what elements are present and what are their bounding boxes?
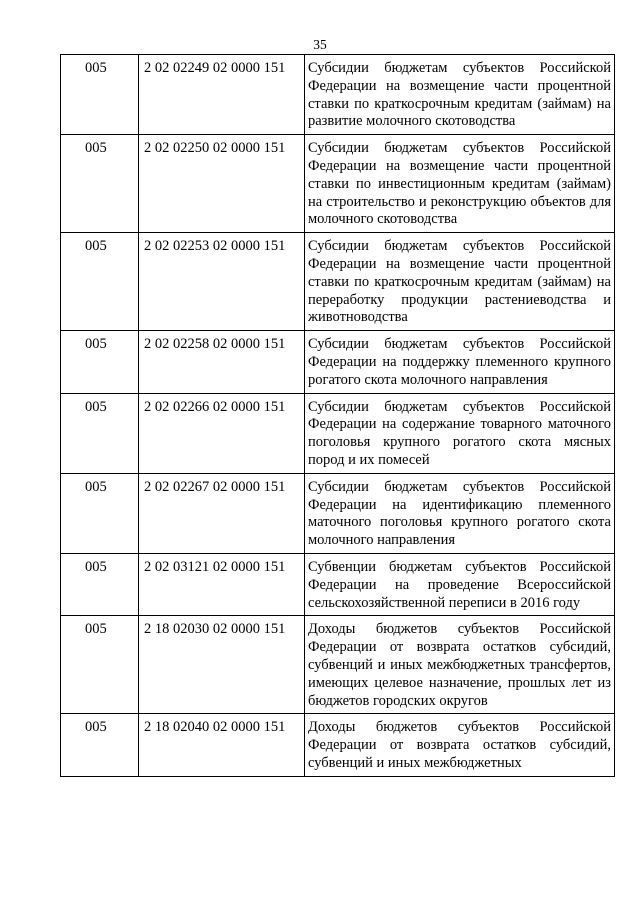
table-row [61, 393, 615, 473]
page-number: 35 [313, 37, 327, 52]
admin-code-cell: 005 [61, 331, 139, 393]
admin-code-cell: 005 [61, 135, 139, 233]
description-cell [305, 55, 615, 135]
admin-code-cell: 005 [61, 553, 139, 615]
description-cell [305, 714, 615, 776]
table-row [61, 331, 615, 393]
admin-code-cell: 005 [61, 233, 139, 331]
budget-code-cell: 2 02 02250 02 0000 151 [139, 135, 305, 233]
description-cell [305, 233, 615, 331]
admin-code-cell: 005 [61, 616, 139, 714]
budget-code-cell: 2 02 02267 02 0000 151 [139, 473, 305, 553]
budget-code-cell: 2 02 02266 02 0000 151 [139, 393, 305, 473]
description-text: Субсидии бюджетам субъектов Российской Федерации на возмещение части процентной ставки по краткосрочным кредитам (займам) на переработку продукции растениеводства и животноводства [308, 238, 611, 326]
description-text: Субсидии бюджетам субъектов Российской Федерации на поддержку племенного крупного рогатого скота молочного направления [308, 336, 611, 388]
table-row [61, 616, 615, 714]
table-body [61, 55, 615, 777]
description-cell [305, 473, 615, 553]
description-text: Доходы бюджетов субъектов Российской Федерации от возврата остатков субсидий, субвенций и иных межбюджетных [308, 719, 611, 771]
budget-code-cell: 2 02 02253 02 0000 151 [139, 233, 305, 331]
budget-codes-table [60, 54, 615, 777]
admin-code-cell: 005 [61, 393, 139, 473]
budget-code-cell: 2 02 02258 02 0000 151 [139, 331, 305, 393]
description-cell [305, 553, 615, 615]
table-row [61, 55, 615, 135]
description-text: Субвенции бюджетам субъектов Российской Федерации на проведение Всероссийской сельскохозяйственной переписи в 2016 году [308, 558, 611, 611]
description-cell [305, 331, 615, 393]
description-cell [305, 393, 615, 473]
budget-code-cell: 2 02 03121 02 0000 151 [139, 553, 305, 615]
description-text: Субсидии бюджетам субъектов Российской Федерации на возмещение части процентной ставки по краткосрочным кредитам (займам) на развитие молочного скотоводства [308, 60, 611, 130]
budget-code-cell: 2 18 02040 02 0000 151 [139, 714, 305, 776]
budget-code-cell: 2 02 02249 02 0000 151 [139, 55, 305, 135]
description-cell [305, 616, 615, 714]
description-cell [305, 135, 615, 233]
description-text: Субсидии бюджетам субъектов Российской Федерации на содержание товарного маточного поголовья крупного рогатого скота мясных пород и их помесей [308, 398, 611, 468]
description-text: Субсидии бюджетам субъектов Российской Федерации на возмещение части процентной ставки по инвестиционным кредитам (займам) на строительство и реконструкцию объектов для молочного скотоводства [308, 140, 611, 228]
admin-code-cell: 005 [61, 55, 139, 135]
table-row [61, 553, 615, 615]
description-text: Доходы бюджетов субъектов Российской Федерации от возврата остатков субсидий, субвенций и иных межбюджетных трансфертов, имеющих целевое назначение, прошлых лет из бюджетов городских округов [308, 621, 611, 709]
table-row [61, 135, 615, 233]
budget-code-cell: 2 18 02030 02 0000 151 [139, 616, 305, 714]
table-row [61, 714, 615, 776]
table-row [61, 233, 615, 331]
admin-code-cell: 005 [61, 714, 139, 776]
admin-code-cell: 005 [61, 473, 139, 553]
table-row [61, 473, 615, 553]
description-text: Субсидии бюджетам субъектов Российской Федерации на идентификацию племенного маточного поголовья крупного рогатого скота молочного направления [308, 478, 611, 549]
